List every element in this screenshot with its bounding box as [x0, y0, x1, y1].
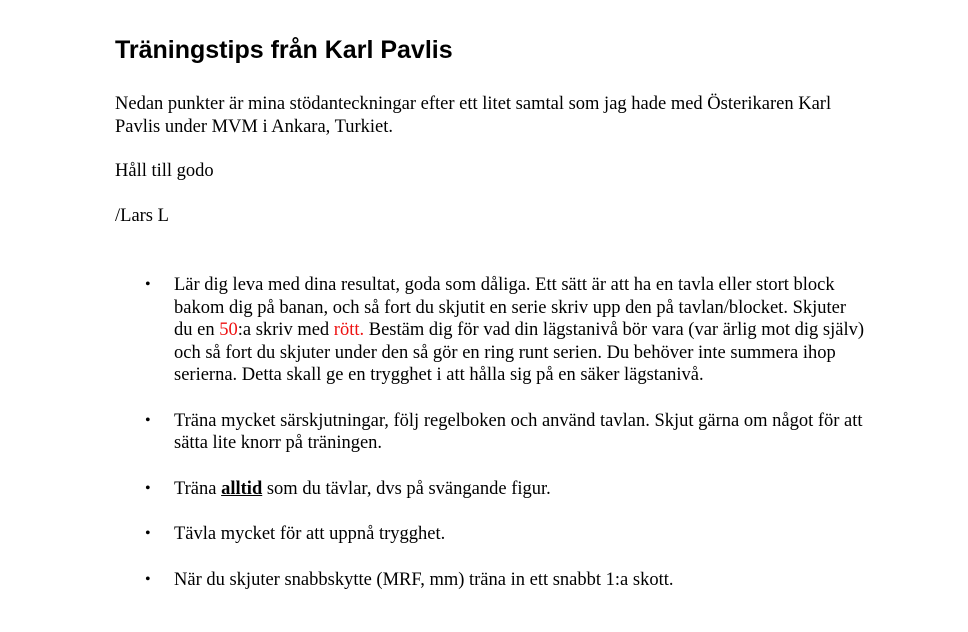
tip-item-rapid-fire — [115, 569, 864, 592]
emphasis-word: alltid — [221, 478, 263, 499]
tip-item-always — [115, 478, 864, 501]
tip-text: När du skjuter snabbskytte (MRF, mm) träna in ett snabbt 1:a skott. — [174, 569, 674, 590]
bullet-icon: • — [145, 411, 151, 429]
tip-text-part: Träna — [174, 478, 222, 499]
tip-item-compete — [115, 523, 864, 546]
bullet-icon: • — [145, 479, 151, 497]
tip-text-part: Lär dig leva med dina resultat, goda som dåliga. Ett sätt är att ha en tavla eller stort block bakom dig på banan, och så fort du skjutit en serie skriv upp den på tavlan/blocket. Skjuter du en — [174, 275, 847, 340]
bullet-icon: • — [145, 276, 151, 293]
bullet-icon: • — [145, 570, 151, 588]
tips-list — [115, 274, 875, 614]
bullet-icon: • — [145, 525, 151, 542]
greeting-text: Håll till godo — [115, 161, 214, 181]
tip-text: Tävla mycket för att uppnå trygghet. — [174, 524, 446, 544]
tip-text-part: som du tävlar, dvs på svängande figur. — [262, 478, 551, 499]
tip-item-practice — [115, 410, 864, 455]
document-title: Träningstips från Karl Pavlis — [115, 36, 453, 64]
intro-paragraph: Nedan punkter är mina stödanteckningar efter ett litet samtal som jag hade med Österikaren Karl Pavlis under MVM i Ankara, Turkiet. — [115, 94, 832, 137]
tip-text-part: Bestäm dig för vad din lägstanivå bör vara (var ärlig mot dig själv) och så fort du skjuter under den så gör en ring runt serien. Du behöver inte summera ihop serierna. Detta skall ge en trygghet i att hålla sig på en säker lägstanivå. — [174, 320, 865, 385]
tip-text-part: :a skriv med — [237, 320, 334, 340]
tip-item-results — [115, 274, 864, 387]
highlight-number: 50 — [219, 320, 238, 340]
tip-text: Träna mycket särskjutningar, följ regelboken och använd tavlan. Skjut gärna om något för att sätta lite knorr på träningen. — [174, 410, 863, 453]
signature-text: /Lars L — [115, 206, 169, 226]
highlight-word: rött. — [333, 320, 365, 340]
